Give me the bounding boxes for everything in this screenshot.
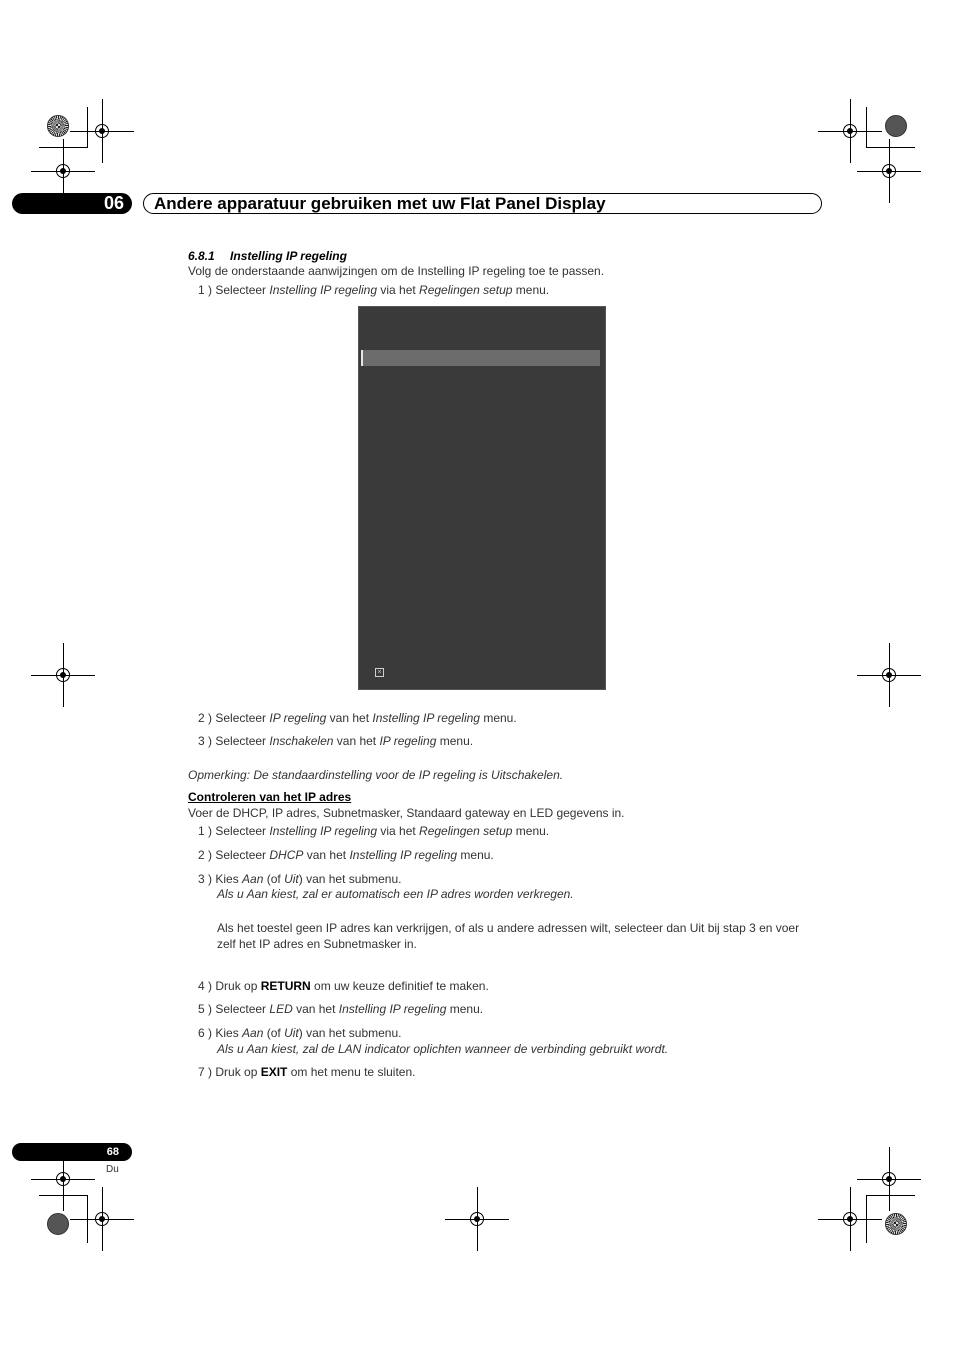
subsection-title: Controleren van het IP adres bbox=[188, 790, 352, 804]
crop-line bbox=[866, 1195, 867, 1243]
step-a2: 2 ) Selecteer IP regeling van het Instelling IP regeling menu. bbox=[198, 711, 517, 725]
section-title: Instelling IP regeling bbox=[230, 249, 347, 263]
crop-line bbox=[866, 1195, 915, 1196]
subsection-intro: Voer de DHCP, IP adres, Subnetmasker, Standaard gateway en LED gegevens in. bbox=[188, 806, 625, 820]
step-a1: 1 ) Selecteer Instelling IP regeling via het Regelingen setup menu. bbox=[198, 283, 550, 297]
step-b3-extra-line1: Als het toestel geen IP adres kan verkrijgen, of als u andere adressen wilt, selecteer dan Uit bij stap 3 en voer bbox=[217, 921, 800, 935]
step-b7: 7 ) Druk op EXIT om het menu te sluiten. bbox=[198, 1065, 416, 1079]
step-b5: 5 ) Selecteer LED van het Instelling IP regeling menu. bbox=[198, 1002, 484, 1016]
color-dial-icon bbox=[885, 115, 907, 137]
close-icon[interactable]: × bbox=[375, 668, 384, 677]
color-dial-icon bbox=[885, 1213, 907, 1235]
color-dial-icon bbox=[47, 1213, 69, 1235]
crop-line bbox=[866, 147, 915, 148]
step-b6: 6 ) Kies Aan (of Uit) van het submenu. bbox=[198, 1026, 402, 1040]
chapter-title: Andere apparatuur gebruiken met uw Flat Panel Display bbox=[143, 193, 822, 214]
section-intro: Volg de onderstaande aanwijzingen om de Instelling IP regeling toe te passen. bbox=[188, 264, 605, 278]
step-b4: 4 ) Druk op RETURN om uw keuze definitief te maken. bbox=[198, 979, 489, 993]
step-a3: 3 ) Selecteer Inschakelen van het IP regeling menu. bbox=[198, 734, 474, 748]
osd-menu-screen bbox=[358, 306, 606, 690]
crop-line bbox=[866, 107, 867, 148]
language-code: Du bbox=[106, 1164, 119, 1175]
step-b1: 1 ) Selecteer Instelling IP regeling via het Regelingen setup menu. bbox=[198, 824, 550, 838]
section-heading bbox=[188, 249, 347, 264]
crop-line bbox=[87, 107, 88, 148]
step-b6-note: Als u Aan kiest, zal de LAN indicator oplichten wanneer de verbinding gebruikt wordt. bbox=[217, 1042, 669, 1056]
step-b3: 3 ) Kies Aan (of Uit) van het submenu. bbox=[198, 872, 402, 886]
chapter-number-badge: 06 bbox=[12, 193, 132, 214]
menu-cursor bbox=[361, 350, 363, 366]
step-b3-extra-line2: zelf het IP adres en Subnetmasker in. bbox=[217, 937, 417, 951]
color-dial-icon bbox=[47, 115, 69, 137]
crop-line bbox=[39, 1195, 88, 1196]
step-b2: 2 ) Selecteer DHCP van het Instelling IP regeling menu. bbox=[198, 848, 494, 862]
menu-highlight-bar[interactable] bbox=[361, 350, 600, 366]
page-number-badge: 68 bbox=[12, 1143, 132, 1161]
crop-line bbox=[87, 1195, 88, 1243]
step-b3-note: Als u Aan kiest, zal er automatisch een IP adres worden verkregen. bbox=[217, 887, 574, 901]
section-number: 6.8.1 bbox=[188, 249, 215, 263]
crop-line bbox=[39, 147, 88, 148]
note-text: Opmerking: De standaardinstelling voor de IP regeling is Uitschakelen. bbox=[188, 768, 564, 782]
